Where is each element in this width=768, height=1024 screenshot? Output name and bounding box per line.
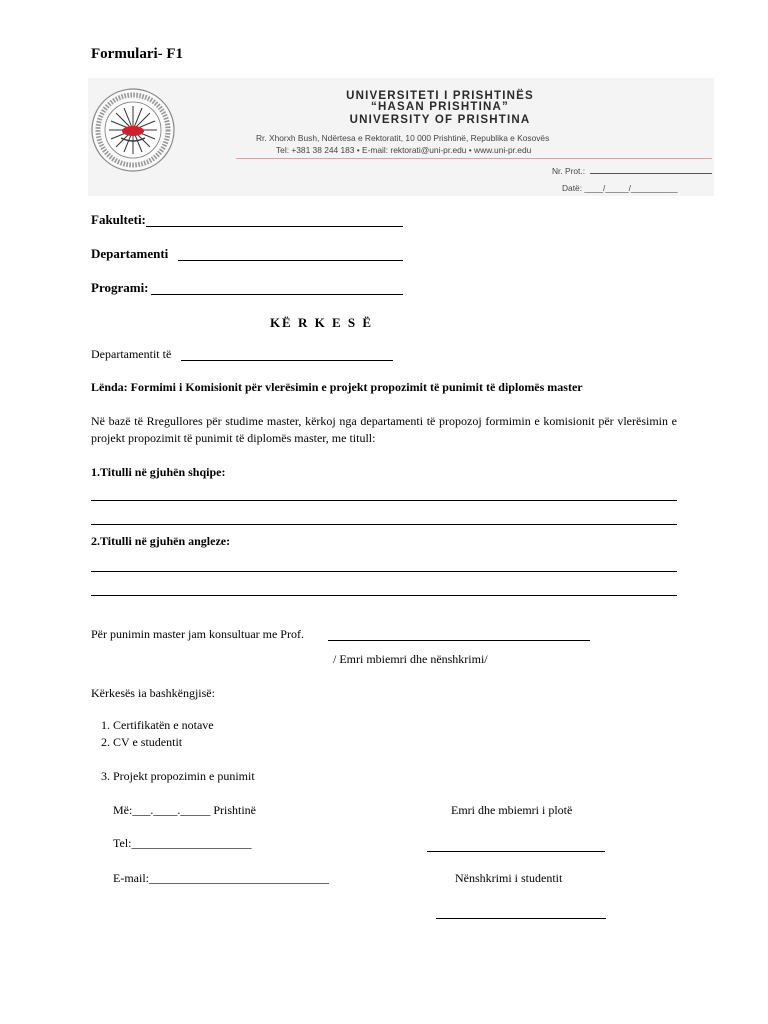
addressee-label: Departamentit të [91, 347, 172, 361]
signature-field[interactable] [436, 918, 606, 919]
attachment-item: 3. Projekt propozimin e punimit [113, 768, 255, 785]
title-sq-line-2[interactable] [91, 524, 677, 525]
header-divider [236, 158, 712, 159]
faculty-label: Fakulteti: [91, 212, 146, 227]
university-name-en: UNIVERSITY OF PRISHTINA [349, 114, 531, 126]
addressee-field[interactable] [181, 360, 393, 361]
department-field[interactable] [178, 260, 403, 261]
attachment-item: 1. Certifikatën e notave [113, 717, 255, 734]
full-name-field[interactable] [427, 851, 605, 852]
request-title: KË R K E S Ë [269, 315, 374, 330]
title-en-line-2[interactable] [91, 595, 677, 596]
title-en-line-1[interactable] [91, 571, 677, 572]
request-body: Në bazë të Rregullores për studime master, kërkoj nga departamenti të propozoj formimin e komisionit për vlerësimin e projekt propozimit të punimit të diplomës master, me titull: [91, 414, 677, 445]
program-label: Programi: [91, 280, 149, 295]
date-field[interactable]: ____/_____/__________ [584, 183, 678, 193]
university-name-hasan: “HASAN PRISHTINA” [371, 101, 509, 113]
university-name-sq: UNIVERSITETI I PRISHTINËS [346, 90, 534, 102]
protocol-number [552, 166, 712, 176]
program-field[interactable] [151, 294, 403, 295]
protocol-field[interactable] [590, 173, 712, 174]
attachments-list [91, 717, 255, 785]
consult-field[interactable] [328, 640, 590, 641]
protocol-label: Nr. Prot.: [552, 166, 586, 176]
date-row [562, 183, 678, 193]
consult-label: Për punimin master jam konsultuar me Prof. [91, 627, 304, 641]
signature-label: Nënshkrimi i studentit [455, 871, 563, 885]
subject: Lënda: Formimi i Komisionit për vlerësimin e projekt propozimit të punimit të diplomës master [91, 380, 583, 394]
date-label: Datë: [562, 183, 583, 193]
tel-field[interactable]: Tel:____________________ [113, 836, 252, 850]
department-label: Departamenti [91, 246, 169, 261]
form-id: Formulari- F1 [91, 46, 184, 62]
place-date[interactable]: Më:___.____._____ Prishtinë [113, 803, 256, 817]
university-seal-icon [89, 86, 177, 174]
title-sq-label: 1.Titulli në gjuhën shqipe: [91, 465, 226, 479]
title-en-label: 2.Titulli në gjuhën angleze: [91, 534, 231, 548]
email-field[interactable]: E-mail:______________________________ [113, 871, 329, 885]
full-name-label: Emri dhe mbiemri i plotë [451, 803, 573, 817]
university-contact: Tel: +381 38 244 183 • E-mail: rektorati@uni-pr.edu • www.uni-pr.edu [276, 145, 532, 155]
university-address: Rr. Xhorxh Bush, Ndërtesa e Rektoratit, 10 000 Prishtinë, Republika e Kosovës [256, 133, 550, 143]
attachment-item: 2. CV e studentit [113, 734, 255, 751]
attachments-label: Kërkesës ia bashkëngjisë: [91, 686, 215, 700]
faculty-field[interactable] [146, 226, 403, 227]
title-sq-line-1[interactable] [91, 500, 677, 501]
consult-note: / Emri mbiemri dhe nënshkrimi/ [333, 652, 488, 666]
